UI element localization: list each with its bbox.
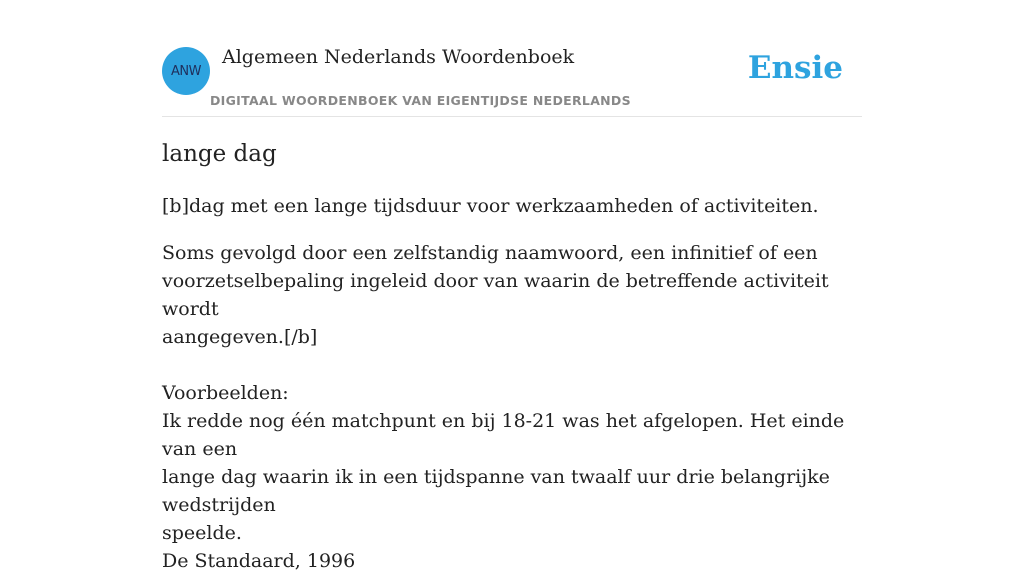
spacer (162, 351, 862, 379)
site-title[interactable]: Algemeen Nederlands Woordenboek (222, 46, 575, 68)
example-line: lange dag waarin ik in een tijdspanne van twaalf uur drie belangrijke wedstrijden (162, 466, 830, 516)
examples-label: Voorbeelden: (162, 382, 289, 404)
anw-logo[interactable] (162, 47, 210, 95)
ensie-logo[interactable]: Ensie (747, 50, 843, 86)
entry-content (162, 138, 862, 575)
example-line: Ik redde nog één matchpunt en bij 18-21 was het afgelopen. Het einde van een (162, 410, 845, 460)
site-subtitle: DIGITAAL WOORDENBOEK VAN EIGENTIJDSE NEDERLANDS (210, 93, 631, 108)
entry-definition: [b]dag met een lange tijdsduur voor werkzaamheden of activiteiten. (162, 195, 819, 217)
note-line: Soms gevolgd door een zelfstandig naamwoord, een infinitief of een (162, 242, 818, 264)
site-header (162, 46, 862, 117)
example-line: speelde. (162, 522, 242, 544)
entry-headword: lange dag (162, 141, 277, 167)
note-line: aangegeven.[/b] (162, 326, 318, 348)
entry-note (162, 239, 862, 575)
anw-logo-text: ANW (171, 63, 201, 79)
note-line: voorzetselbepaling ingeleid door van waarin de betreffende activiteit wordt (162, 270, 829, 320)
example-source: De Standaard, 1996 (162, 550, 356, 572)
